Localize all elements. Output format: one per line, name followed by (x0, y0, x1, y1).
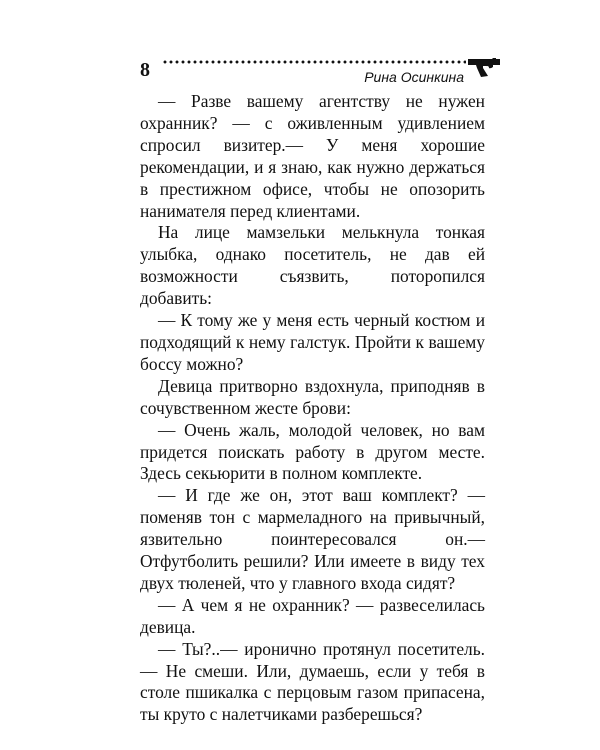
paragraph: — Ты?..— иронично протянул посетитель.— Не смеши. Или, думаешь, если у тебя в столе пшикалка с перцовым газом припасена, ты круто с налетчиками разберешься? (140, 638, 485, 725)
revolver-icon (466, 56, 502, 78)
paragraph: — К тому же у меня есть черный костюм и подходящий к нему галстук. Пройти к вашему боссу можно? (140, 310, 485, 374)
paragraph: — Очень жаль, молодой человек, но вам придется поискать работу в другом месте. Здесь секьюрити в полном комплекте. (140, 419, 485, 484)
page-number: 8 (140, 59, 150, 81)
author-name: Рина Осинкина (364, 69, 464, 85)
paragraph: Девица притворно вздохнула, приподняв в сочувственном жесте брови: (140, 375, 485, 418)
dotted-rule (162, 58, 466, 66)
body-text (140, 91, 485, 726)
paragraph: — И где же он, этот ваш комплект? — поменяв тон с мармеладного на привычный, язвительно поинтересовался он.— Отфутболить решили? Или имеете в виду тех двух тюленей, что у главного входа сидят? (140, 485, 485, 593)
paragraph: — Разве вашему агентству не нужен охранник? — с оживленным удивлением спросил визитер.— У меня хорошие рекомендации, и я знаю, как нужно держаться в престижном офисе, чтобы не опозорить нанимателя перед клиентами. (140, 91, 485, 221)
paragraph: На лице мамзельки мелькнула тонкая улыбка, однако посетитель, не дав ей возможности съязвить, поторопился добавить: (140, 222, 485, 309)
running-header (140, 56, 502, 88)
paragraph: — А чем я не охранник? — развеселилась девица. (140, 594, 485, 637)
